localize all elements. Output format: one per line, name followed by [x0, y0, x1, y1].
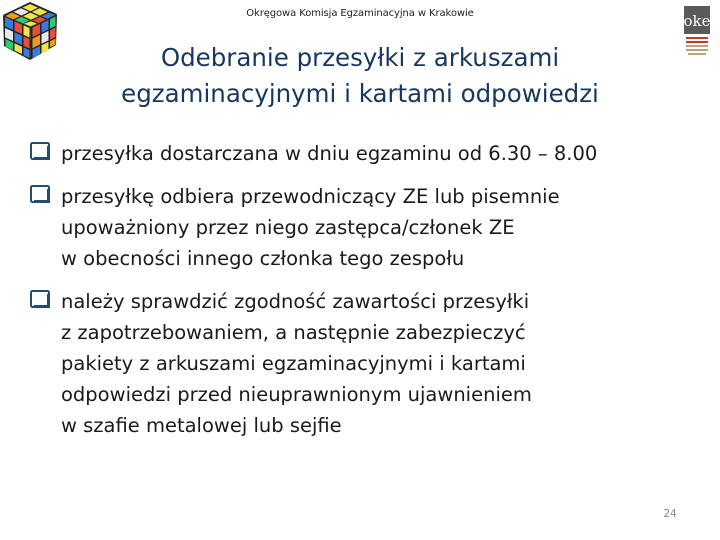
bullet-text: należy sprawdzić zgodność zawartości przesyłki z zapotrzebowaniem, a następnie zabezpieczyć pakiety z arkuszami egzaminacyjnymi i kartami odpowiedzi przed nieuprawnionym ujawnieniem w szafie metalowej lub sejfie [61, 290, 532, 437]
bullet-text: przesyłka dostarczana w dniu egzaminu od 6.30 – 8.00 [61, 142, 598, 165]
slide-title: Odebranie przesyłki z arkuszami egzaminacyjnymi i kartami odpowiedzi [121, 43, 599, 108]
bullet-text: przesyłkę odbiera przewodniczący ZE lub pisemnie upoważniony przez niego zastępca/członek ZE w obecności innego członka tego zespołu [61, 185, 560, 270]
checkbox-square-icon [30, 290, 50, 308]
bullet-item [30, 286, 700, 441]
page-number: 24 [663, 508, 677, 520]
checkbox-square-icon [30, 185, 50, 203]
bullet-item [30, 138, 700, 169]
oke-logo-icon [682, 6, 712, 60]
institution-header: Okręgowa Komisja Egzaminacyjna w Krakowie [246, 8, 474, 19]
checkbox-square-icon [30, 142, 50, 160]
svg-text:oke: oke [683, 12, 711, 30]
bullet-item [30, 181, 700, 274]
bullet-list [30, 140, 700, 455]
